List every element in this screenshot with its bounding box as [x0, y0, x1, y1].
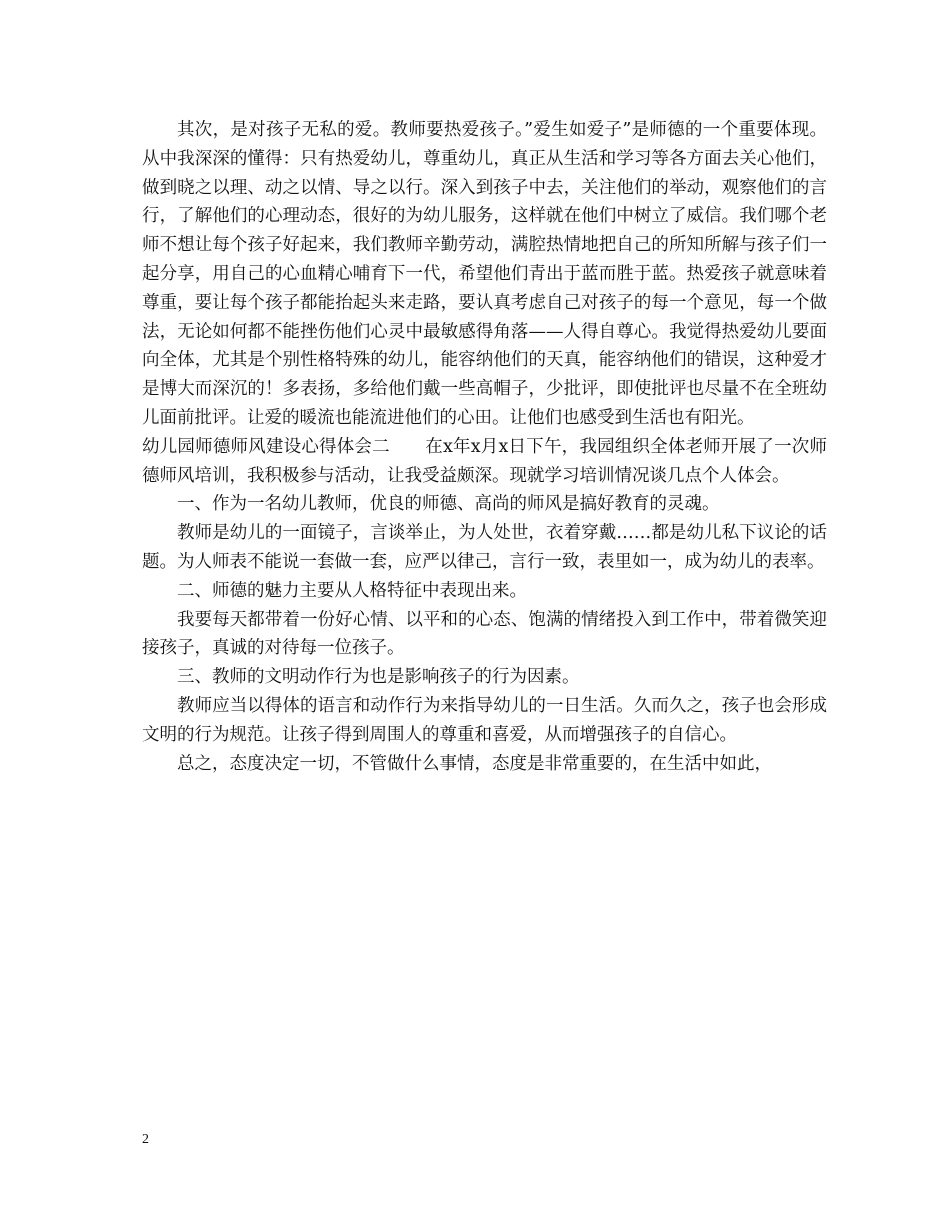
page-number: 2 — [142, 1132, 149, 1147]
paragraph-good-mood: 我要每天都带着一份好心情、以平和的心态、饱满的情绪投入到工作中，带着微笑迎接孩子，真诚的对待每一位孩子。 — [142, 609, 827, 659]
body-text — [142, 116, 827, 778]
point-three-heading: 三、教师的文明动作行为也是影响孩子的行为因素。 — [177, 667, 580, 688]
paragraph-selfless-love: 其次，是对孩子无私的爱。教师要热爱孩子。”爱生如爱子”是师德的一个重要体现。从中我深深的懂得：只有热爱幼儿，尊重幼儿，真正从生活和学习等各方面去关心他们，做到晓之以理、动之以情、导之以行。深入到孩子中去，关注他们的举动，观察他们的言行，了解他们的心理动态，很好的为幼儿服务，这样就在他们中树立了威信。我们哪个老师不想让每个孩子好起来，我们教师辛勤劳动，满腔热情地把自己的所知所解与孩子们一起分享，用自己的心血精心哺育下一代，希望他们青出于蓝而胜于蓝。热爱孩子就意味着尊重，要让每个孩子都能抬起头来走路，要认真考虑自己对孩子的每一个意见，每一个做法，无论如何都不能挫伤他们心灵中最敏感得角落——人得自尊心。我觉得热爱幼儿要面向全体，尤其是个别性格特殊的幼儿，能容纳他们的天真，能容纳他们的错误，这种爱才是博大而深沉的！多表扬，多给他们戴一些高帽子，少批评，即使批评也尽量不在全班幼儿面前批评。让爱的暖流也能流进他们的心田。让他们也感受到生活也有阳光。 — [142, 120, 827, 428]
point-one-heading: 一、作为一名幼儿教师，优良的师德、高尚的师风是搞好教育的灵魂。 — [177, 494, 720, 515]
paragraph-civilized-behavior: 教师应当以得体的语言和动作行为来指导幼儿的一日生活。久而久之，孩子也会形成文明的行为规范。让孩子得到周围人的尊重和喜爱，从而增强孩子的自信心。 — [142, 695, 827, 745]
paragraph-conclusion: 总之，态度决定一切，不管做什么事情，态度是非常重要的，在生活中如此， — [177, 753, 772, 774]
section-heading-essay-two: 幼儿园师德师风建设心得体会二 在x年x月x日下午，我园组织全体老师开展了一次师德师风培训，我积极参与活动，让我受益颇深。现就学习培训情况谈几点个人体会。 — [142, 436, 827, 486]
paragraph-mirror: 教师是幼儿的一面镜子，言谈举止，为人处世，衣着穿戴……都是幼儿私下议论的话题。为人师表不能说一套做一套，应严以律己，言行一致，表里如一，成为幼儿的表率。 — [142, 523, 827, 572]
point-two-heading: 二、师德的魅力主要从人格特征中表现出来。 — [177, 580, 527, 601]
